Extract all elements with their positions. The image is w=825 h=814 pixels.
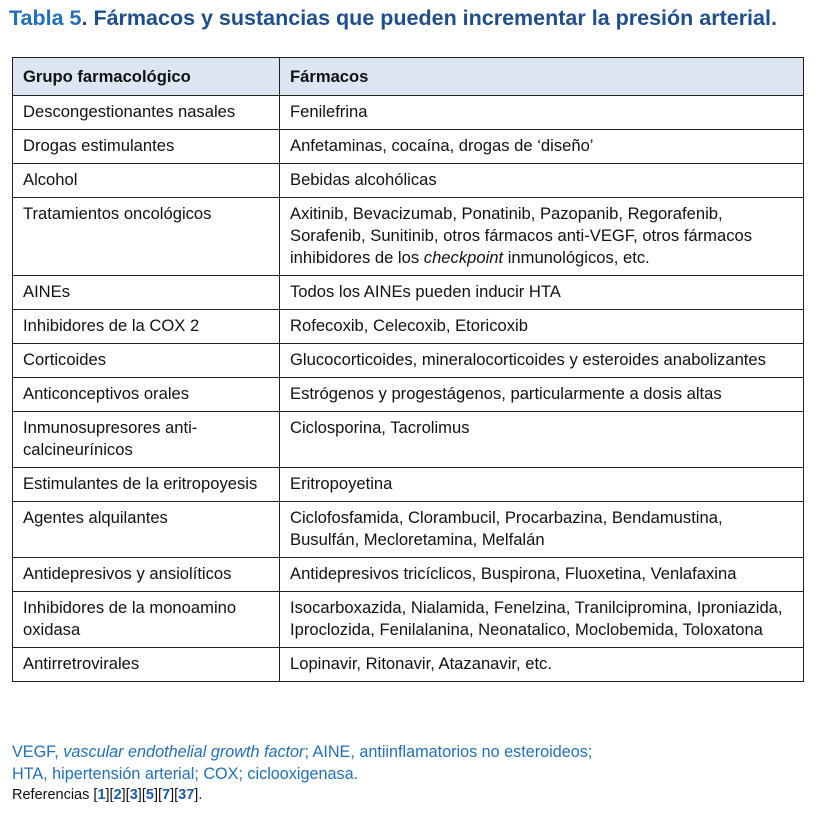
reference-link[interactable]: 37 — [178, 787, 195, 803]
cell-group: Agentes alquilantes — [13, 502, 280, 558]
cell-group: Tratamientos oncológicos — [13, 198, 280, 276]
cell-drugs: Ciclosporina, Tacrolimus — [280, 412, 804, 468]
cell-drugs-text-end: inmunológicos, etc. — [503, 248, 650, 267]
table-row — [13, 310, 804, 344]
table-row — [13, 276, 804, 310]
footnote-line-1 — [12, 741, 592, 763]
references-label: Referencias — [12, 787, 94, 803]
cell-drugs-italic: checkpoint — [423, 248, 504, 267]
cell-group: Alcohol — [13, 164, 280, 198]
cell-group: AINEs — [13, 276, 280, 310]
cell-group: Antirretrovirales — [13, 648, 280, 682]
header-drugs: Fármacos — [280, 58, 804, 96]
cell-group: Anticonceptivos orales — [13, 378, 280, 412]
table-number-label: Tabla 5 — [9, 6, 82, 30]
table-row — [13, 468, 804, 502]
cell-drugs: Todos los AINEs pueden inducir HTA — [280, 276, 804, 310]
cell-drugs: Estrógenos y progestágenos, particularmente a dosis altas — [280, 378, 804, 412]
cell-drugs: Lopinavir, Ritonavir, Atazanavir, etc. — [280, 648, 804, 682]
cell-drugs: Eritropoyetina — [280, 468, 804, 502]
cell-drugs: Ciclofosfamida, Clorambucil, Procarbazina, Bendamustina, Busulfán, Mecloretamina, Melfalán — [280, 502, 804, 558]
cell-group: Estimulantes de la eritropoyesis — [13, 468, 280, 502]
cell-group: Corticoides — [13, 344, 280, 378]
table-title — [9, 6, 777, 31]
table-row — [13, 648, 804, 682]
table-header-row — [13, 58, 804, 96]
cell-group: Descongestionantes nasales — [13, 96, 280, 130]
footnote-vegf-full: vascular endothelial growth factor — [63, 743, 305, 761]
footnote-line-2: HTA, hipertensión arterial; COX; ciclooxigenasa. — [12, 765, 359, 783]
table-row — [13, 592, 804, 648]
table-title-text: Fármacos y sustancias que pueden incrementar la presión arterial. — [93, 6, 777, 30]
cell-group: Antidepresivos y ansiolíticos — [13, 558, 280, 592]
table-row — [13, 96, 804, 130]
table-row — [13, 558, 804, 592]
cell-group: Inhibidores de la monoamino oxidasa — [13, 592, 280, 648]
footnote-line-1-rest: ; AINE, antiinflamatorios no esteroideos; — [304, 743, 593, 761]
table-row — [13, 130, 804, 164]
cell-drugs: Glucocorticoides, mineralocorticoides y esteroides anabolizantes — [280, 344, 804, 378]
header-group: Grupo farmacológico — [13, 58, 280, 96]
table-footnote — [12, 741, 592, 785]
cell-drugs: Fenilefrina — [280, 96, 804, 130]
reference-link[interactable]: 5 — [145, 787, 154, 803]
footnote-vegf-abbr: VEGF, — [12, 743, 64, 761]
table-row — [13, 412, 804, 468]
table-row — [13, 502, 804, 558]
cell-drugs — [280, 198, 804, 276]
cell-drugs: Bebidas alcohólicas — [280, 164, 804, 198]
references: Referencias [1][2][3][5][7][37]. — [12, 787, 203, 803]
reference-link[interactable]: 1 — [97, 787, 106, 803]
table-row — [13, 198, 804, 276]
reference-link[interactable]: 7 — [162, 787, 171, 803]
drug-table — [12, 57, 804, 682]
cell-group: Inhibidores de la COX 2 — [13, 310, 280, 344]
table-row — [13, 164, 804, 198]
cell-group: Inmunosupresores anti-calcineurínicos — [13, 412, 280, 468]
cell-group: Drogas estimulantes — [13, 130, 280, 164]
table-row — [13, 378, 804, 412]
cell-drugs: Antidepresivos tricíclicos, Buspirona, Fluoxetina, Venlafaxina — [280, 558, 804, 592]
cell-drugs: Anfetaminas, cocaína, drogas de ‘diseño’ — [280, 130, 804, 164]
cell-drugs-text: Axitinib, Bevacizumab, Ponatinib, Pazopanib, Regorafenib, Sorafenib, Sunitinib, otros fármacos anti-VEGF, otros fármacos inhibidores de los — [290, 204, 753, 267]
reference-link[interactable]: 2 — [113, 787, 122, 803]
title-separator: . — [81, 6, 94, 30]
cell-drugs: Rofecoxib, Celecoxib, Etoricoxib — [280, 310, 804, 344]
references-end: . — [198, 787, 203, 803]
reference-link[interactable]: 3 — [129, 787, 138, 803]
table-row — [13, 344, 804, 378]
cell-drugs: Isocarboxazida, Nialamida, Fenelzina, Tranilcipromina, Iproniazida, Iproclozida, Fenilalanina, Neonatalico, Moclobemida, Toloxatona — [280, 592, 804, 648]
